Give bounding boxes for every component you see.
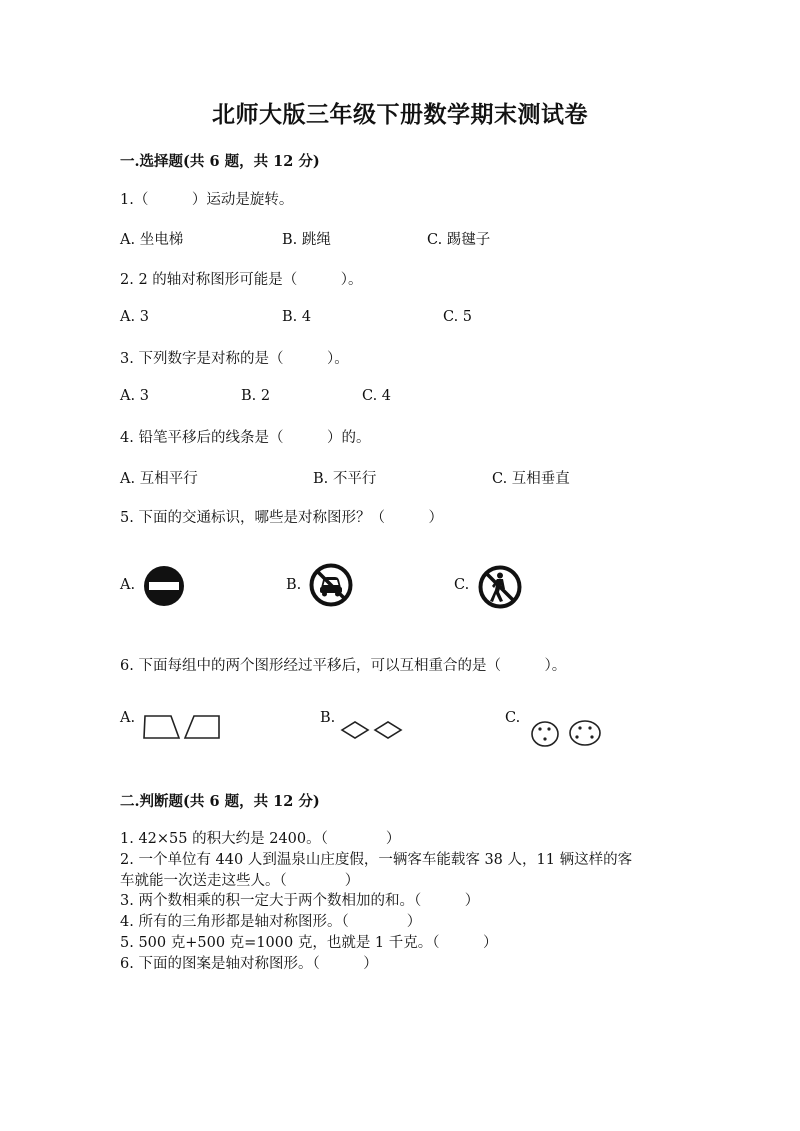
- judgment-question-2: 2. 一个单位有 440 人到温泉山庄度假，一辆客车能载客 38 人，11 辆这样的客: [120, 852, 633, 868]
- question-3: 3. 下列数字是对称的是（ ）。: [120, 351, 349, 367]
- no-entry-sign-icon: [143, 565, 185, 607]
- option-6a: A.: [120, 710, 136, 726]
- no-pedestrian-sign-icon: [478, 565, 522, 609]
- option-5c: C.: [454, 577, 470, 593]
- option-1b: B. 跳绳: [282, 232, 331, 248]
- option-4b: B. 不平行: [313, 471, 377, 487]
- option-1c: C. 踢毽子: [427, 232, 491, 248]
- question-2: 2. 2 的轴对称图形可能是（ ）。: [120, 272, 363, 288]
- section-heading-choice: 一.选择题(共 6 题，共 12 分): [120, 153, 320, 170]
- option-1a: A. 坐电梯: [120, 232, 184, 248]
- question-5: 5. 下面的交通标识，哪些是对称图形？（ ）: [120, 510, 443, 526]
- option-3b: B. 2: [241, 388, 271, 404]
- page-title: 北师大版三年级下册数学期末测试卷: [212, 101, 588, 128]
- option-5a: A.: [120, 577, 136, 593]
- judgment-question-4: 4. 所有的三角形都是轴对称图形。（ ）: [120, 914, 422, 930]
- option-5b: B.: [286, 577, 302, 593]
- option-3a: A. 3: [120, 388, 149, 404]
- judgment-question-6: 6. 下面的图案是轴对称图形。（ ）: [120, 956, 378, 972]
- section-heading-judgment: 二.判断题(共 6 题，共 12 分): [120, 793, 320, 810]
- judgment-question-1: 1. 42×55 的积大约是 2400。（ ）: [120, 831, 401, 847]
- option-2b: B. 4: [282, 309, 312, 325]
- question-4: 4. 铅笔平移后的线条是（ ）的。: [120, 430, 371, 446]
- judgment-question-5: 5. 500 克+500 克=1000 克，也就是 1 千克。（ ）: [120, 935, 498, 951]
- option-6b: B.: [320, 710, 336, 726]
- diamond-pair-icon: [339, 719, 405, 741]
- dotted-circle-pair-icon: [530, 719, 604, 749]
- option-2a: A. 3: [120, 309, 149, 325]
- question-1: 1.（ ）运动是旋转。: [120, 192, 294, 208]
- trapezoid-pair-icon: [141, 713, 223, 741]
- option-3c: C. 4: [362, 388, 392, 404]
- judgment-question-3: 3. 两个数相乘的积一定大于两个数相加的和。（ ）: [120, 893, 480, 909]
- no-car-sign-icon: [309, 563, 353, 607]
- option-2c: C. 5: [443, 309, 473, 325]
- option-4a: A. 互相平行: [120, 471, 198, 487]
- option-6c: C.: [505, 710, 521, 726]
- judgment-question-2-continued: 车就能一次送走这些人。（ ）: [120, 873, 360, 889]
- option-4c: C. 互相垂直: [492, 471, 570, 487]
- question-6: 6. 下面每组中的两个图形经过平移后，可以互相重合的是（ ）。: [120, 658, 567, 674]
